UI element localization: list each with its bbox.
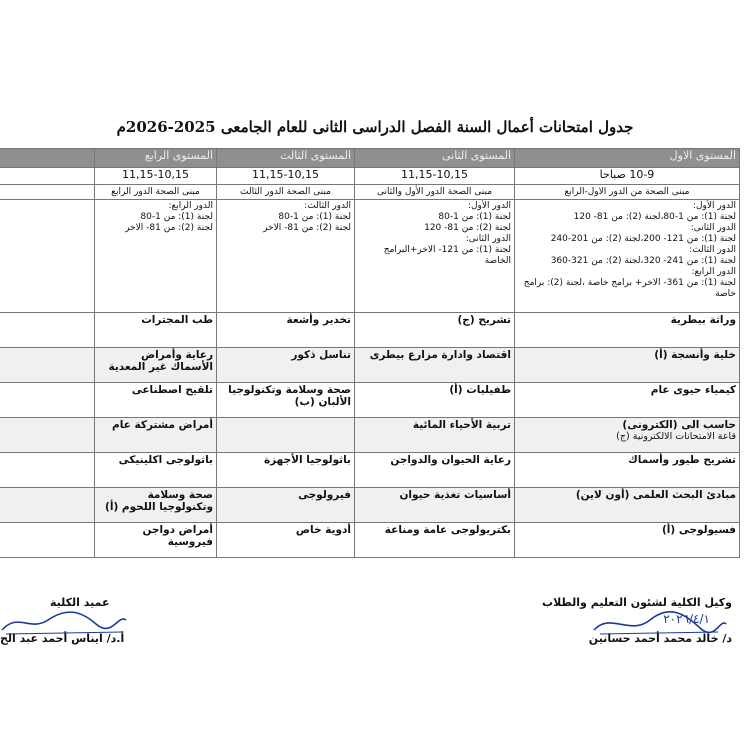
level-header — [0, 149, 95, 168]
subject-cell: تخدير وأشعة — [217, 313, 355, 348]
committees-cell — [0, 200, 95, 313]
committee-line: لجنة (2): من 81- 120 — [424, 223, 511, 233]
level-header: المستوى الثانى — [355, 149, 515, 168]
committee-line: لجنة (2): من 81- الاخر — [263, 223, 351, 233]
committee-line: لجنة (1): من 1-80 — [438, 212, 511, 222]
committee-line: الدور الرابع: — [691, 267, 736, 277]
committee-line — [0, 234, 91, 245]
subject-cell: خلية وأنسجة (أ) — [515, 348, 740, 383]
vice-dean-title: وكيل الكلية لشئون التعليم والطلاب — [542, 596, 732, 609]
subject-cell: باثولوجى اكلينيكى — [95, 453, 217, 488]
committee-line: الدور الأول: — [692, 201, 736, 211]
subject-cell: رعاية وأمراض الأسماك غير المعدية — [95, 348, 217, 383]
subject-cell — [0, 453, 95, 488]
subject-cell: تشريح طيور وأسماك — [515, 453, 740, 488]
subject-cell — [0, 418, 95, 453]
exam-time: 10-9 صباحا — [515, 168, 740, 185]
subject-cell: أساسيات تغذية حيوان — [355, 488, 515, 523]
subject-cell — [0, 523, 95, 558]
subject-cell: طفيليات (أ) — [355, 383, 515, 418]
exam-building: مبنى الصحة الدور الثالث — [217, 185, 355, 200]
subject-cell: وراثة بيطرية — [515, 313, 740, 348]
exam-building — [0, 185, 95, 200]
committee-line — [0, 223, 91, 234]
committee-line: لجنة (1): من 1-80،لجنة (2): من 81- 120 — [573, 212, 736, 222]
subject-cell: تربية الأحياء المائية — [355, 418, 515, 453]
subject-note: قاعة الامتحانات الالكترونية (ج) — [616, 431, 736, 442]
committees-cell — [95, 200, 217, 313]
level-header: المستوى الاول — [515, 149, 740, 168]
dean-name: أ.د/ ايناس أحمد عبد الح — [0, 632, 125, 645]
committee-line: لجنة (1): من 241- 320،لجنة (2): من 321-360 — [550, 256, 736, 266]
subject-cell: صحة وسلامة وتكنولوجيا الألبان (ب) — [217, 383, 355, 418]
subject-cell — [0, 488, 95, 523]
committees-cell — [355, 200, 515, 313]
committee-line: الدور الأول: — [467, 201, 511, 211]
exam-building: مبنى الصحة الدور الأول والثانى — [355, 185, 515, 200]
committee-line: الدور الرابع: — [168, 201, 213, 211]
committee-line: الدور الثالث: — [304, 201, 351, 211]
committees-cell — [217, 200, 355, 313]
level-header: المستوى الثالث — [217, 149, 355, 168]
subject-cell — [0, 313, 95, 348]
subject-cell — [515, 418, 740, 453]
exam-schedule-table — [0, 148, 750, 578]
exam-time — [0, 168, 95, 185]
subject-cell: تناسل ذكور — [217, 348, 355, 383]
subject-cell: رعاية الحيوان والدواجن — [355, 453, 515, 488]
subject-cell: صحة وسلامة وتكنولوجيا اللحوم (أ) — [95, 488, 217, 523]
committees-cell — [515, 200, 740, 313]
subject-name: حاسب الى (الكترونى) — [622, 419, 736, 431]
subject-cell — [0, 383, 95, 418]
exam-time: 11,15-10,15 — [355, 168, 515, 185]
handwritten-date: ٢٠٢٦/٤/١ — [663, 612, 710, 626]
committee-line — [0, 201, 91, 212]
dean-title: عميد الكلية — [50, 596, 110, 609]
schedule-grid — [0, 148, 740, 558]
committee-line — [0, 212, 91, 223]
subject-cell — [217, 418, 355, 453]
page-title: جدول امتحانات أعمال السنة الفصل الدراسى الثانى للعام الجامعى 2025-2026م — [116, 118, 634, 136]
subject-cell: أمراض دواجن فيروسية — [95, 523, 217, 558]
subject-cell: تشريح (ج) — [355, 313, 515, 348]
subject-cell: أدوية خاص — [217, 523, 355, 558]
subject-cell: فيرولوجى — [217, 488, 355, 523]
committee-line: الدور الثانى: — [690, 223, 736, 233]
level-header: المستوى الرابع — [95, 149, 217, 168]
committee-line: لجنة (1): من 361- الاخر+ برامج خاصة ،لجنة (2): برامج خاصة — [523, 278, 736, 299]
subject-cell: اقتصاد وادارة مزارع بيطرى — [355, 348, 515, 383]
exam-time: 11,15-10,15 — [217, 168, 355, 185]
subject-cell: باثولوجيا الأجهزة — [217, 453, 355, 488]
committee-line: لجنة (2): من 81- الاخر — [125, 223, 213, 233]
committee-line: لجنة (1): من 121- 200،لجنة (2): من 201-240 — [550, 234, 736, 244]
exam-time: 11,15-10,15 — [95, 168, 217, 185]
committee-line: لجنة (1): من 1-80 — [140, 212, 213, 222]
vice-dean-name: د/ خالد محمد أحمد حسانين — [588, 632, 732, 645]
committee-line: الدور الثانى: — [465, 234, 511, 244]
committee-line: الدور الثالث: — [689, 245, 736, 255]
subject-cell: كيمياء حيوى عام — [515, 383, 740, 418]
subject-cell — [0, 348, 95, 383]
subject-cell: مبادئ البحث العلمى (أون لاين) — [515, 488, 740, 523]
subject-cell: تلقيح اصطناعى — [95, 383, 217, 418]
subject-cell: طب المجترات — [95, 313, 217, 348]
committee-line: لجنة (1): من 1-80 — [278, 212, 351, 222]
exam-building: مبنى الصحة الدور الرابع — [95, 185, 217, 200]
subject-cell: بكتريولوجى عامة ومناعة — [355, 523, 515, 558]
committee-line — [0, 245, 91, 256]
subject-cell: أمراض مشتركة عام — [95, 418, 217, 453]
committee-line: لجنة (1): من 121- الاخر+البرامج الخاصة — [383, 245, 511, 266]
subject-cell: فسيولوجى (أ) — [515, 523, 740, 558]
exam-building: مبنى الصحة من الدور الاول-الرابع — [515, 185, 740, 200]
